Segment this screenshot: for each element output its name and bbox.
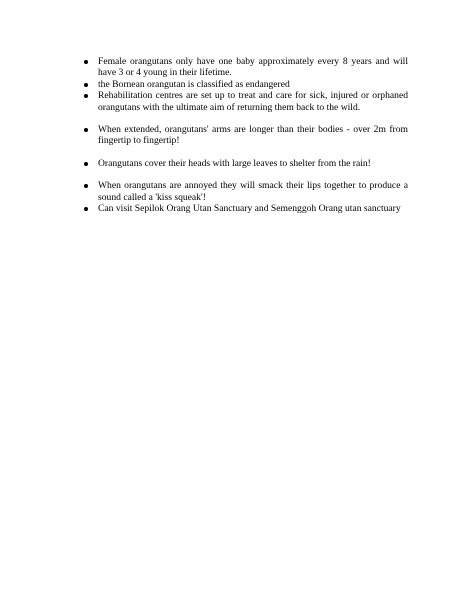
bullet-dot-icon: [84, 184, 88, 188]
list-item: [83, 124, 408, 147]
bullet-dot-icon: [84, 83, 88, 87]
bullet-dot-icon: [84, 128, 88, 132]
list-item: [83, 180, 408, 203]
list-item-text: Female orangutans only have one baby approximately every 8 years and will have 3 or 4 young in their lifetime.: [98, 56, 408, 79]
bullet-dot-icon: [84, 60, 88, 64]
list-item-text: Can visit Sepilok Orang Utan Sanctuary and Semenggoh Orang utan sanctuary: [98, 203, 401, 215]
list-item: [83, 158, 408, 169]
list-item: [83, 56, 408, 79]
bullet-dot-icon: [84, 207, 88, 211]
list-item-text: When extended, orangutans' arms are longer than their bodies - over 2m from fingertip to fingertip!: [98, 124, 408, 147]
bullet-dot-icon: [84, 94, 88, 98]
list-item-text: Orangutans cover their heads with large leaves to shelter from the rain!: [98, 157, 371, 169]
list-item-text: Rehabilitation centres are set up to treat and care for sick, injured or orphaned orangutans with the ultimate aim of returning them back to the wild.: [98, 90, 408, 113]
fact-list: [83, 56, 408, 214]
list-item: [83, 203, 408, 214]
list-item-text: When orangutans are annoyed they will smack their lips together to produce a sound called a 'kiss squeak'!: [98, 180, 408, 203]
list-item: [83, 90, 408, 113]
bullet-dot-icon: [84, 162, 88, 166]
list-item: [83, 79, 408, 90]
list-item-text: the Bornean orangutan is classified as endangered: [98, 78, 290, 90]
